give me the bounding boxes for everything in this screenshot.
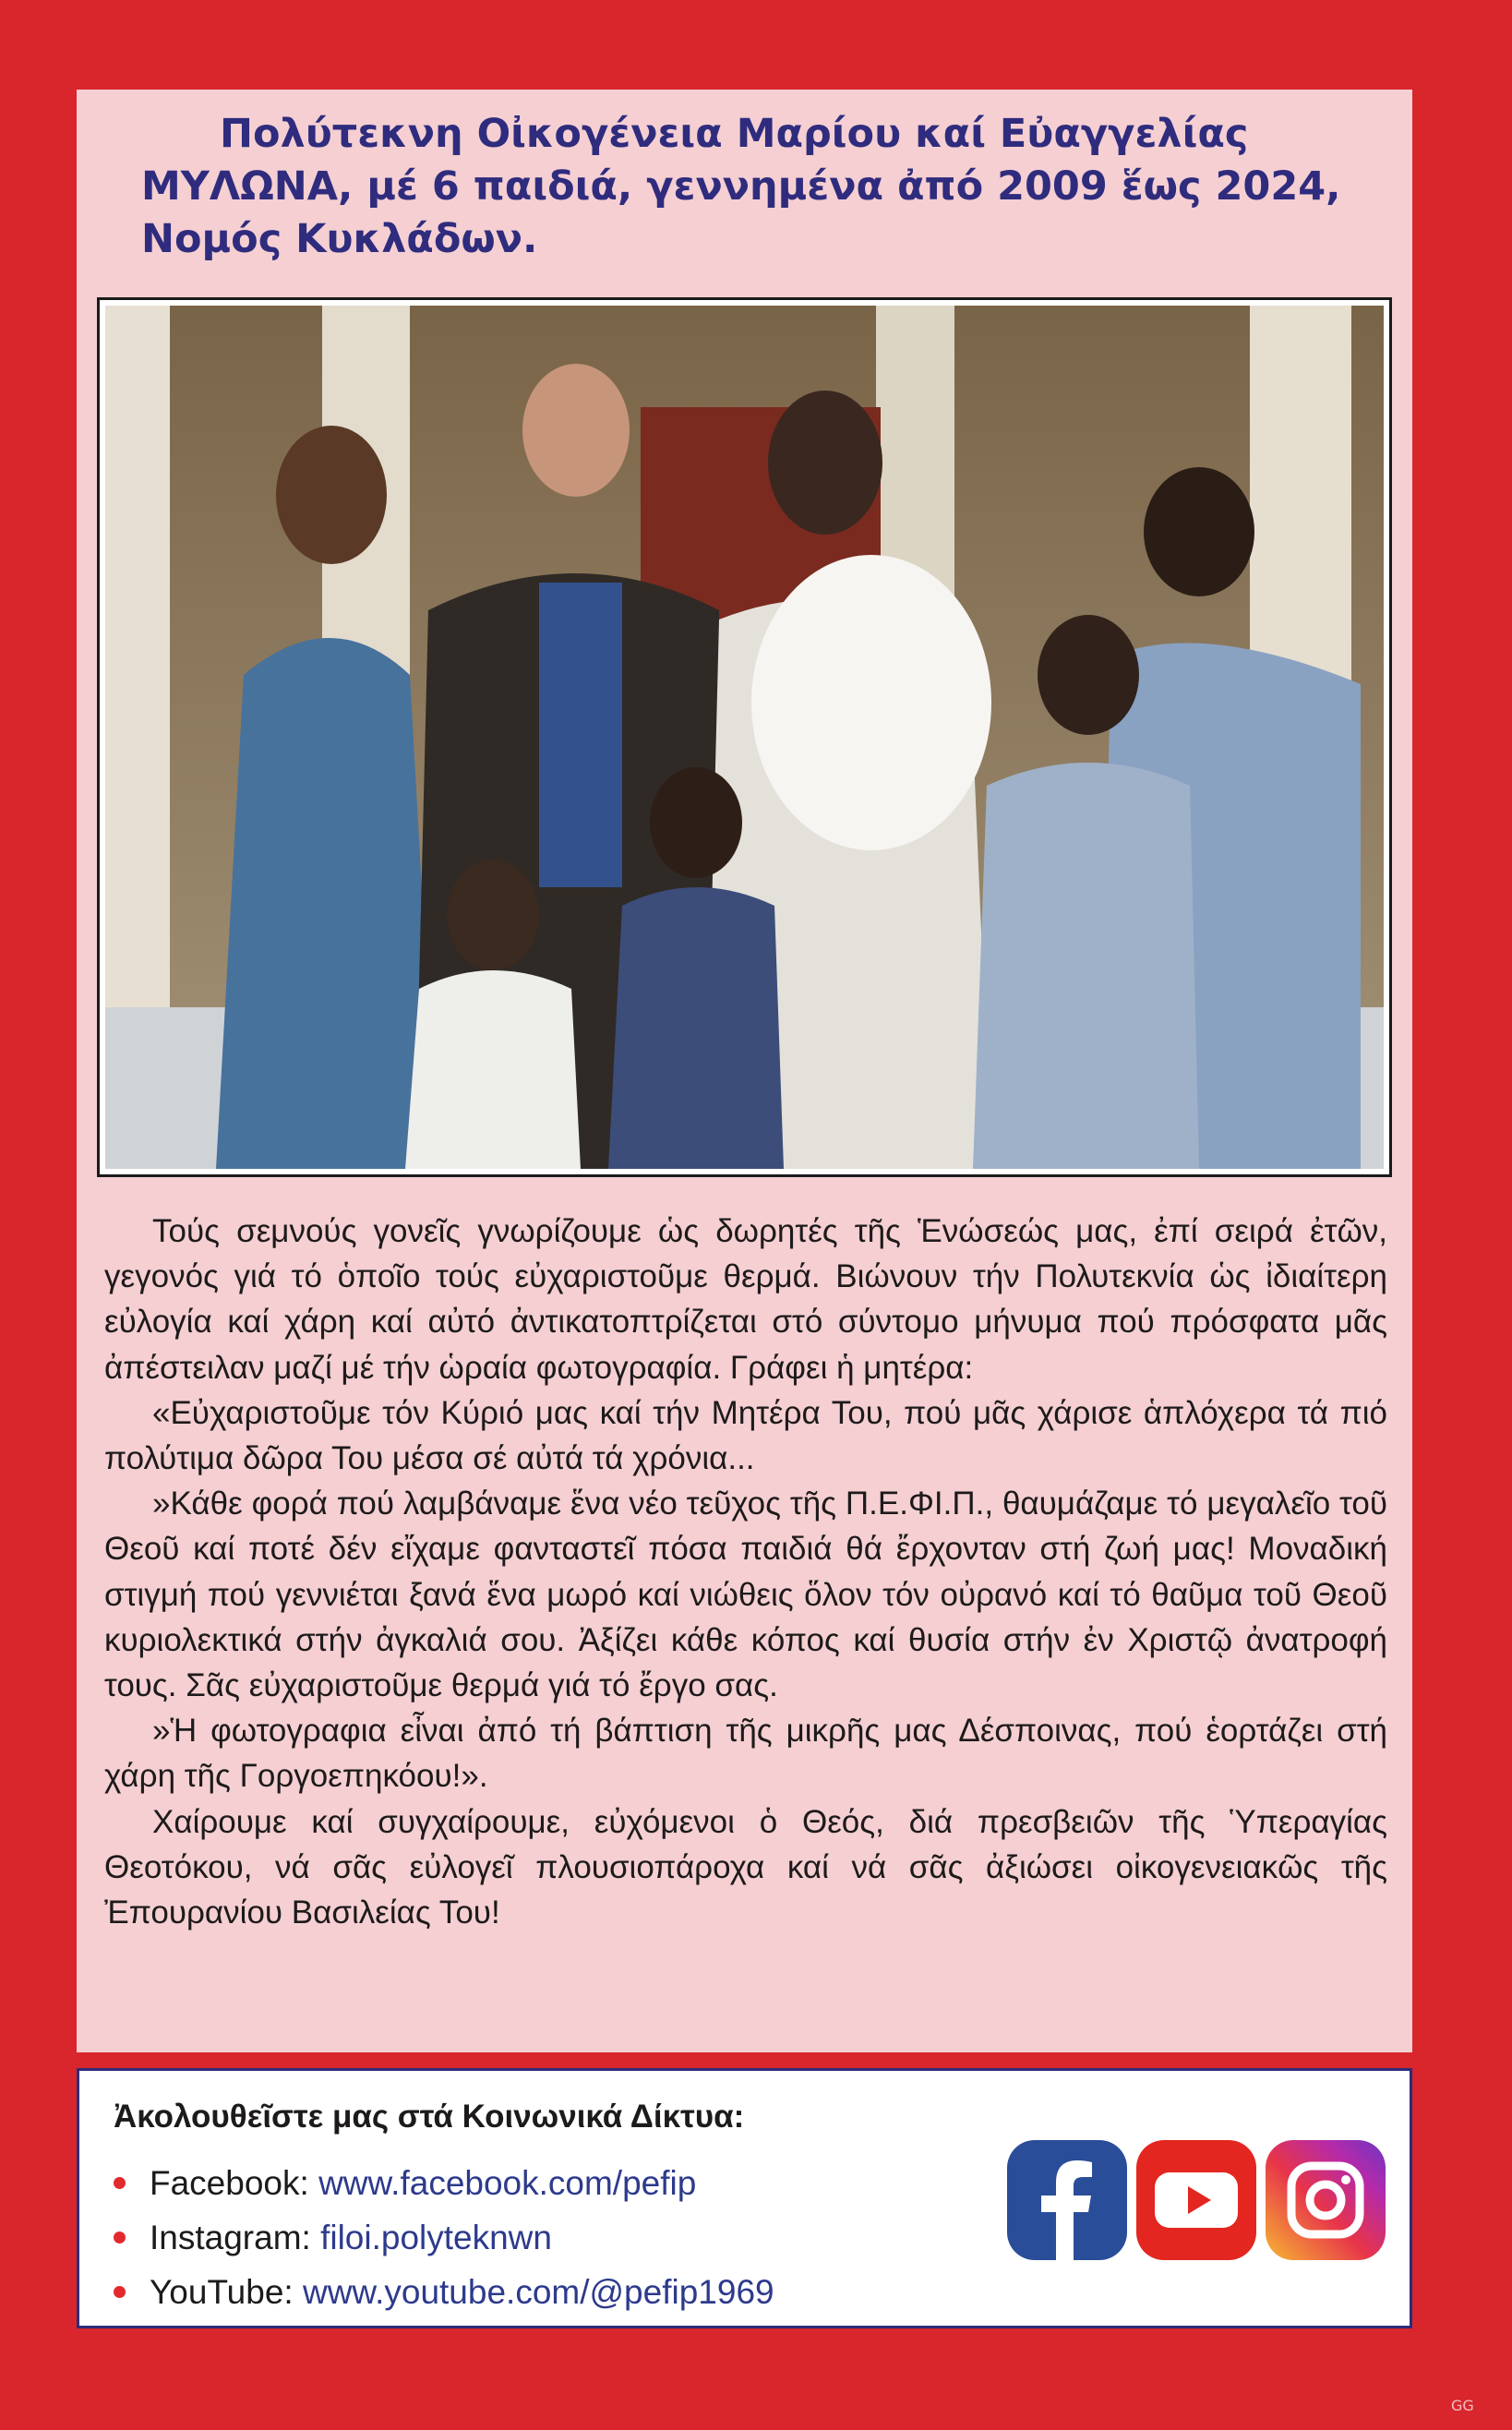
social-list — [114, 2156, 774, 2319]
social-label: Instagram: — [150, 2219, 311, 2256]
instagram-icon[interactable] — [1266, 2140, 1386, 2260]
article-paragraph: Χαίρουμε καί συγχαίρουμε, εὐχόμενοι ὁ Θεός, διά πρεσβειῶν τῆς Ὑπεραγίας Θεοτόκου, νά σᾶς εὐλογεῖ πλουσιοπάροχα καί νά σᾶς ἀξιώσει οἰκογενειακῶς τῆς Ἐπουρανίου Βασιλείας Του! — [104, 1803, 1387, 1931]
bullet-icon — [114, 2177, 126, 2189]
article-paragraph: Τούς σεμνούς γονεῖς γνωρίζουμε ὡς δωρητές τῆς Ἑνώσεώς μας, ἐπί σειρά ἐτῶν, γεγονός γιά τό ὁποῖο τούς εὐχαριστοῦμε θερμά. Βιώνουν τήν Πολυτεκνία ὡς ἰδιαίτερη εὐλογία καί χάρη καί αὐτό ἀντικατοπτρίζεται στό σύντομο μήνυμα πού πρόσφατα μᾶς ἀπέστειλαν μαζί μέ τήν ὡραία φωτογραφία. Γράφει ἡ μητέρα: — [104, 1213, 1387, 1386]
facebook-link[interactable]: www.facebook.com/pefip — [318, 2164, 697, 2202]
instagram-link[interactable]: filoi.polyteknwn — [320, 2219, 552, 2256]
family-photo-illustration — [105, 306, 1384, 1169]
social-label: Facebook: — [150, 2164, 309, 2202]
social-item-facebook — [114, 2156, 774, 2210]
signature: GG — [1451, 2397, 1474, 2414]
bullet-icon — [114, 2232, 126, 2244]
headline: Πολύτεκνη Οἰκογένεια Μαρίου καί Εὐαγγελίας ΜΥΛΩΝΑ, μέ 6 παιδιά, γεννημένα ἀπό 2009 ἕως 2024, Νομός Κυκλάδων. — [141, 111, 1341, 262]
social-icons — [1007, 2140, 1386, 2262]
article-paragraph: »Κάθε φορά πού λαμβάναμε ἕνα νέο τεῦχος τῆς Π.Ε.ΦΙ.Π., θαυμάζαμε τό μεγαλεῖο τοῦ Θεοῦ καί ποτέ δέν εἴχαμε φανταστεῖ πόσα παιδιά θά ἔρχονταν στή ζωή μας! Μοναδική στιγμή πού γεννιέται ξανά ἕνα μωρό καί νιώθεις ὅλον τόν οὐρανό καί τό θαῦμα τοῦ Θεοῦ κυριολεκτικά στήν ἀγκαλιά σου. Ἀξίζει κάθε κόπος καί θυσία στήν ἐν Χριστῷ ἀνατροφή τους. Σᾶς εὐχαριστοῦμε θερμά γιά τό ἔργο σας. — [104, 1486, 1387, 1704]
social-item-youtube — [114, 2265, 774, 2319]
article-paragraph: «Εὐχαριστοῦμε τόν Κύριό μας καί τήν Μητέρα Του, πού μᾶς χάρισε ἁπλόχερα τά πιό πολύτιμα δῶρα Του μέσα σέ αὐτά τά χρόνια... — [104, 1394, 1387, 1477]
family-photo — [105, 306, 1384, 1169]
social-item-instagram — [114, 2210, 774, 2265]
photo-frame — [97, 297, 1392, 1177]
facebook-icon[interactable] — [1007, 2140, 1127, 2260]
bullet-icon — [114, 2286, 126, 2298]
article-panel — [77, 90, 1412, 2052]
youtube-icon[interactable] — [1136, 2140, 1256, 2260]
social-title: Ἀκολουθεῖστε μας στά Κοινωνικά Δίκτυα: — [114, 2099, 745, 2135]
article-body — [104, 1209, 1387, 1935]
youtube-link[interactable]: www.youtube.com/@pefip1969 — [302, 2273, 774, 2311]
article-paragraph: »Ἡ φωτογραφια εἶναι ἀπό τή βάπτιση τῆς μικρῆς μας Δέσποινας, πού ἑορτάζει στή χάρη τῆς Γοργοεπηκόου!». — [104, 1713, 1387, 1795]
social-label: YouTube: — [150, 2273, 294, 2311]
social-box — [77, 2068, 1412, 2328]
